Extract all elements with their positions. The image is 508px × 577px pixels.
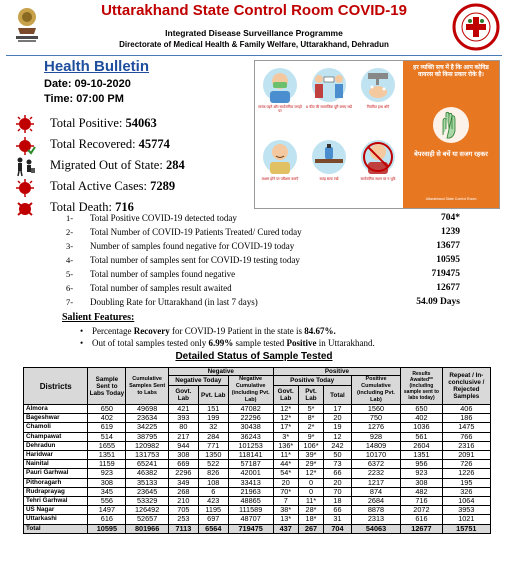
table-cell: 8878: [351, 506, 400, 515]
table-cell: 1226: [442, 469, 490, 478]
table-cell: 406: [442, 405, 490, 414]
migrated-people-icon: [14, 157, 36, 177]
table-cell: 15751: [442, 524, 490, 533]
table-cell: 2313: [351, 515, 400, 524]
table-cell: 53329: [126, 497, 169, 506]
table-cell: 0: [298, 487, 323, 496]
district-name: Nainital: [24, 460, 88, 469]
table-cell: 345: [88, 487, 126, 496]
header-negative-today: Negative Today: [168, 376, 228, 386]
table-cell: 928: [351, 432, 400, 441]
district-name: Almora: [24, 405, 88, 414]
table-row: [24, 478, 491, 487]
table-cell: 186: [442, 414, 490, 423]
caption-test: लक्षण होने पर परीक्षण कराएँ: [261, 177, 299, 181]
bulletin-date: Date: 09-10-2020: [44, 78, 131, 90]
table-cell: 118141: [228, 451, 273, 460]
header-repeat: Repeat / In-conclusive / Rejected Samples: [442, 368, 490, 405]
table-cell: 10170: [351, 451, 400, 460]
table-cell: 12: [324, 432, 352, 441]
district-name: Bageshwar: [24, 414, 88, 423]
header-negative: Negative: [168, 368, 273, 376]
header-negative-cumulative: Negative Cumulative (including Pvt. Lab): [228, 376, 273, 405]
distance-illustration-icon: [305, 65, 353, 119]
table-cell: 669: [168, 460, 198, 469]
table-cell: 705: [168, 506, 198, 515]
table-cell: 697: [198, 515, 228, 524]
table-cell: 1159: [88, 460, 126, 469]
table-cell: 2072: [401, 506, 442, 515]
header-divider: [6, 55, 502, 56]
table-cell: 1036: [401, 423, 442, 432]
table-cell: 704: [324, 524, 352, 533]
header-positive-today: Positive Today: [273, 376, 351, 386]
table-cell: 39*: [298, 451, 323, 460]
table-cell: 11*: [298, 497, 323, 506]
stat-migrated-out: Migrated Out of State: 284: [50, 158, 185, 172]
programme-subtitle: Integrated Disease Surveillance Programme: [165, 28, 343, 38]
table-cell: 956: [401, 460, 442, 469]
district-name: Champawat: [24, 432, 88, 441]
summary-item-number: 7-: [66, 297, 74, 307]
summary-item-value: 719475: [431, 269, 460, 279]
table-cell: 1475: [442, 423, 490, 432]
table-cell: 826: [198, 469, 228, 478]
table-total-row: [24, 524, 491, 533]
table-cell: 3*: [273, 432, 298, 441]
table-cell: 514: [88, 432, 126, 441]
table-cell: 944: [168, 441, 198, 450]
district-name: Haridwar: [24, 451, 88, 460]
summary-item-number: 2-: [66, 227, 74, 237]
table-cell: 616: [88, 515, 126, 524]
table-cell: 23634: [126, 414, 169, 423]
table-cell: 126492: [126, 506, 169, 515]
table-cell: 650: [401, 405, 442, 414]
table-cell: 18: [324, 497, 352, 506]
table-title: Detailed Status of Sample Tested: [175, 351, 333, 362]
table-cell: 8*: [298, 414, 323, 423]
table-cell: 31: [324, 515, 352, 524]
header-districts: Districts: [24, 368, 88, 405]
summary-item-number: 4-: [66, 255, 74, 265]
table-cell: 5*: [298, 405, 323, 414]
table-cell: 70: [324, 487, 352, 496]
table-cell: 2316: [442, 441, 490, 450]
table-cell: 308: [168, 451, 198, 460]
caption-mask: मास्क पहने और सार्वजनिक जगहों पर: [258, 105, 302, 113]
table-cell: 6: [198, 487, 228, 496]
bulletin-title: Health Bulletin: [44, 58, 150, 75]
table-cell: 10595: [88, 524, 126, 533]
header-results-awaited: Results Awaited** (including sample sent to labs today): [401, 368, 442, 405]
table-cell: 30438: [228, 423, 273, 432]
table-cell: 54*: [273, 469, 298, 478]
table-cell: 73: [324, 460, 352, 469]
table-row: [24, 515, 491, 524]
covid-label: COVID-19: [337, 2, 407, 19]
summary-item-value: 1239: [441, 227, 460, 237]
table-cell: 923: [88, 469, 126, 478]
table-cell: 801966: [126, 524, 169, 533]
table-cell: 1655: [88, 441, 126, 450]
summary-item-value: 10595: [436, 255, 460, 265]
table-cell: 1560: [351, 405, 400, 414]
summary-item-number: 6-: [66, 283, 74, 293]
table-cell: 423: [198, 497, 228, 506]
caption-handwash: नियमित हाथ धोएँ: [366, 105, 390, 109]
table-cell: 65241: [126, 460, 169, 469]
summary-item-text: Total number of samples found negative: [90, 269, 236, 279]
poster-illustrations: [255, 61, 403, 208]
stat-total-recovered: Total Recovered: 45774: [50, 137, 170, 151]
directorate-line: Directorate of Medical Health & Family Welfare, Uttarakhand, Dehradun: [119, 40, 389, 49]
table-cell: 437: [273, 524, 298, 533]
header-pos-pvt: Pvt. Lab: [298, 386, 323, 405]
table-cell: 1021: [442, 515, 490, 524]
salient-features-title: Salient Features:: [62, 312, 135, 323]
table-cell: 6372: [351, 460, 400, 469]
table-cell: 57187: [228, 460, 273, 469]
table-cell: 48865: [228, 497, 273, 506]
virus-active-icon: [14, 178, 36, 198]
table-cell: 482: [401, 487, 442, 496]
table-cell: 556: [88, 497, 126, 506]
poster-footer: Uttarakhand State Control Room: [425, 197, 477, 201]
district-name: Rudraprayag: [24, 487, 88, 496]
table-cell: 1195: [198, 506, 228, 515]
table-cell: 1064: [442, 497, 490, 506]
table-cell: 2296: [168, 469, 198, 478]
table-cell: 66: [324, 469, 352, 478]
district-name: Dehradun: [24, 441, 88, 450]
table-cell: 20: [273, 478, 298, 487]
table-cell: 50: [324, 451, 352, 460]
table-cell: 14809: [351, 441, 400, 450]
table-cell: 308: [401, 478, 442, 487]
table-cell: 7: [273, 497, 298, 506]
bullet-dot-2: •: [80, 338, 84, 348]
summary-item-value: 12677: [436, 283, 460, 293]
header-cumulative-sent: Cumulative Samples Sent to Labs: [126, 368, 169, 405]
table-cell: 923: [401, 469, 442, 478]
bullet-dot-1: •: [80, 326, 84, 336]
table-cell: 21963: [228, 487, 273, 496]
district-name: Uttarkashi: [24, 515, 88, 524]
district-name: Total: [24, 524, 88, 533]
header-positive: Positive: [273, 368, 401, 376]
district-name: Pithoragarh: [24, 478, 88, 487]
no-spit-illustration-icon: [354, 137, 402, 191]
table-cell: 421: [168, 405, 198, 414]
table-cell: 1351: [401, 451, 442, 460]
table-cell: 750: [351, 414, 400, 423]
poster-message-top: हर व्यक्ति सच में है कि आप कोविड वायरस को किस प्रकार रोके है।: [413, 65, 489, 78]
summary-item-number: 5-: [66, 269, 74, 279]
table-cell: 42001: [228, 469, 273, 478]
summary-item-text: Number of samples found negative for COVID-19 today: [90, 241, 295, 251]
table-cell: 6564: [198, 524, 228, 533]
table-cell: 308: [88, 478, 126, 487]
caption-no-spit: सार्वजनिक स्थान पर न थूकें: [360, 177, 396, 181]
salient-bullet-positivity: Out of total samples tested only 6.99% sample tested Positive in Uttarakhand.: [92, 338, 375, 348]
summary-item-value: 54.09 Days: [416, 297, 460, 307]
death-virus-icon: [14, 199, 36, 219]
table-cell: 393: [168, 414, 198, 423]
summary-item-text: Total number of samples result awaited: [90, 283, 232, 293]
stat-total-positive: Total Positive: 54063: [50, 116, 157, 130]
hand-sanitize-icon: [423, 105, 479, 145]
table-cell: 34225: [126, 423, 169, 432]
table-cell: 349: [168, 478, 198, 487]
table-cell: 35133: [126, 478, 169, 487]
header-positive-cumulative: Positive Cumulative (including Pvt. Lab): [351, 376, 400, 405]
district-name: Pauri Garhwal: [24, 469, 88, 478]
table-cell: 874: [351, 487, 400, 496]
table-cell: 1217: [351, 478, 400, 487]
summary-item-text: Doubling Rate for Uttarakhand (in last 7 days): [90, 297, 258, 307]
table-cell: 13*: [273, 515, 298, 524]
table-cell: 80: [168, 423, 198, 432]
table-cell: 2091: [442, 451, 490, 460]
header-neg-govt: Govt. Lab: [168, 386, 198, 405]
table-cell: 1350: [198, 451, 228, 460]
table-cell: 210: [168, 497, 198, 506]
table-cell: 2*: [298, 423, 323, 432]
table-cell: 716: [401, 497, 442, 506]
table-cell: 766: [442, 432, 490, 441]
bulletin-time: Time: 07:00 PM: [44, 93, 124, 105]
table-cell: 1276: [351, 423, 400, 432]
table-cell: 195: [442, 478, 490, 487]
covid-awareness-poster: [254, 60, 500, 209]
table-cell: 70*: [273, 487, 298, 496]
clean-surface-illustration-icon: [305, 137, 353, 191]
summary-item-text: Total number of samples sent for COVID-19 testing today: [90, 255, 300, 265]
stat-total-death: Total Death: 716: [50, 200, 134, 214]
table-cell: 616: [401, 515, 442, 524]
table-cell: 619: [88, 423, 126, 432]
table-cell: 38795: [126, 432, 169, 441]
table-cell: 36243: [228, 432, 273, 441]
sample-status-table: [23, 367, 491, 534]
handwash-illustration-icon: [354, 65, 402, 119]
table-row: [24, 423, 491, 432]
table-cell: 101253: [228, 441, 273, 450]
stat-active-cases: Total Active Cases: 7289: [50, 179, 176, 193]
table-cell: 267: [298, 524, 323, 533]
table-cell: 48707: [228, 515, 273, 524]
summary-item-text: Total Positive COVID-19 detected today: [90, 213, 237, 223]
table-cell: 46382: [126, 469, 169, 478]
table-cell: 22296: [228, 414, 273, 423]
table-cell: 29*: [298, 460, 323, 469]
table-cell: 18*: [298, 515, 323, 524]
caption-distance: 6 फीट की सामाजिक दूरी बनाए रखें: [306, 105, 352, 109]
table-cell: 20: [324, 478, 352, 487]
table-cell: 17: [324, 405, 352, 414]
table-cell: 326: [442, 487, 490, 496]
district-name: Tehri Garhwal: [24, 497, 88, 506]
table-cell: 217: [168, 432, 198, 441]
summary-item-value: 704*: [441, 213, 460, 223]
table-cell: 136*: [273, 441, 298, 450]
table-cell: 120982: [126, 441, 169, 450]
district-name: Chamoli: [24, 423, 88, 432]
table-cell: 108: [198, 478, 228, 487]
table-cell: 131753: [126, 451, 169, 460]
table-row: [24, 432, 491, 441]
summary-item-number: 3-: [66, 241, 74, 251]
summary-item-value: 13677: [436, 241, 460, 251]
table-cell: 20: [324, 414, 352, 423]
table-cell: 54063: [351, 524, 400, 533]
table-cell: 9*: [298, 432, 323, 441]
table-cell: 66: [324, 506, 352, 515]
table-cell: 17*: [273, 423, 298, 432]
header-pos-govt: Govt. Lab: [273, 386, 298, 405]
page-title: [0, 2, 508, 19]
table-cell: 49698: [126, 405, 169, 414]
table-cell: 650: [88, 405, 126, 414]
control-room-title: Uttarakhand State Control Room: [101, 2, 334, 19]
test-illustration-icon: [256, 137, 304, 191]
table-cell: 1497: [88, 506, 126, 515]
district-name: US Nagar: [24, 506, 88, 515]
poster-message-bottom: बेपरवाही से बचें या सजग रहकर: [414, 151, 488, 158]
table-cell: 12*: [298, 469, 323, 478]
header-pos-total: Total: [324, 386, 352, 405]
salient-bullet-recovery: Percentage Recovery for COVID-19 Patient in the state is 84.67%.: [92, 326, 336, 336]
header-sample-sent: Sample Sent to Labs Today: [88, 368, 126, 405]
table-cell: 44*: [273, 460, 298, 469]
table-cell: 47082: [228, 405, 273, 414]
table-cell: 2232: [351, 469, 400, 478]
table-cell: 32: [198, 423, 228, 432]
table-cell: 402: [401, 414, 442, 423]
table-cell: 2604: [401, 441, 442, 450]
caption-clean: सतह साफ रखें: [319, 177, 339, 181]
table-cell: 52657: [126, 515, 169, 524]
virus-positive-icon: [14, 114, 36, 134]
table-cell: 242: [324, 441, 352, 450]
table-cell: 0: [298, 478, 323, 487]
table-cell: 2684: [351, 497, 400, 506]
table-cell: 1351: [88, 451, 126, 460]
table-cell: 199: [198, 414, 228, 423]
table-cell: 7113: [168, 524, 198, 533]
table-cell: 522: [198, 460, 228, 469]
header-neg-pvt: Pvt. Lab: [198, 386, 228, 405]
table-cell: 561: [401, 432, 442, 441]
table-cell: 284: [198, 432, 228, 441]
table-cell: 771: [198, 441, 228, 450]
table-cell: 726: [442, 460, 490, 469]
table-cell: 23645: [126, 487, 169, 496]
table-row: [24, 469, 491, 478]
table-cell: 268: [168, 487, 198, 496]
table-cell: 12*: [273, 414, 298, 423]
table-cell: 253: [168, 515, 198, 524]
table-cell: 33413: [228, 478, 273, 487]
table-cell: 12677: [401, 524, 442, 533]
summary-item-number: 1-: [66, 213, 74, 223]
table-cell: 402: [88, 414, 126, 423]
table-cell: 719475: [228, 524, 273, 533]
table-cell: 106*: [298, 441, 323, 450]
summary-item-text: Total Number of COVID-19 Patients Treated/ Cured today: [90, 227, 302, 237]
table-cell: 12*: [273, 405, 298, 414]
table-cell: 28*: [298, 506, 323, 515]
virus-recovered-icon: [14, 136, 36, 156]
table-cell: 19: [324, 423, 352, 432]
table-cell: 11*: [273, 451, 298, 460]
poster-message-panel: [403, 61, 499, 208]
table-cell: 151: [198, 405, 228, 414]
table-cell: 111589: [228, 506, 273, 515]
table-cell: 38*: [273, 506, 298, 515]
table-cell: 3953: [442, 506, 490, 515]
